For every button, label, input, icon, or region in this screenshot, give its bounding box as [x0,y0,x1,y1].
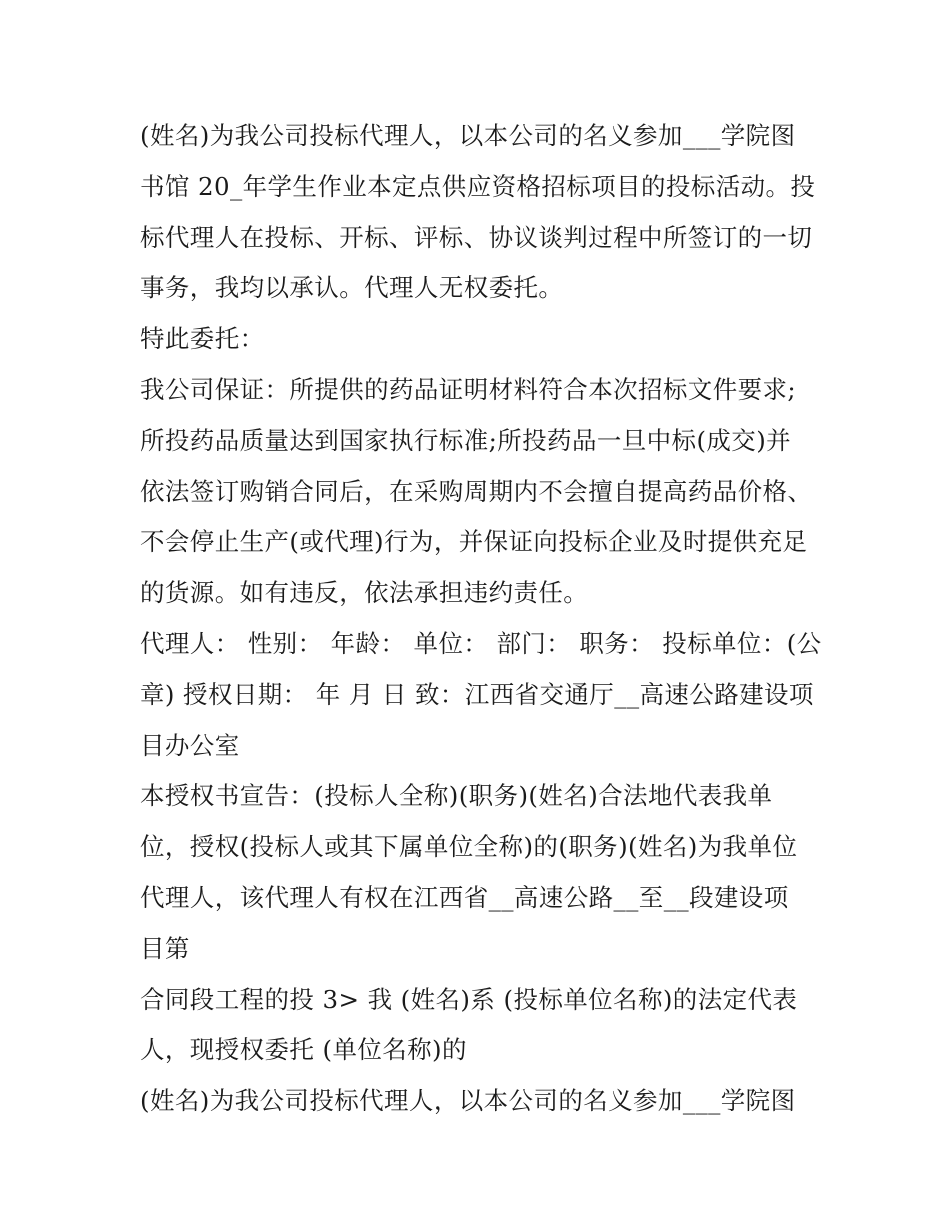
text-line: 本授权书宣告：(投标人全称)(职务)(姓名)合法地代表我单 [140,781,773,811]
text-line: 的货源。如有违反，依法承担违约责任。 [140,578,589,608]
text-line: 依法签订购销合同后，在采购周期内不会擅自提高药品价格、 [140,476,813,506]
text-line: 章) 授权日期： 年 月 日 致：江西省交通厅__高速公路建设项 [140,679,814,709]
text-line: 不会停止生产(或代理)行为，并保证向投标企业及时提供充足 [140,527,808,557]
text-line: 目第 [140,933,190,963]
text-line: 标代理人在投标、开标、评标、协议谈判过程中所签订的一切 [140,222,813,252]
text-line: (姓名)为我公司投标代理人，以本公司的名义参加___学院图 [140,121,796,150]
text-line: 目办公室 [140,730,240,760]
document-body [140,111,820,1127]
text-line: 书馆 20_年学生作业本定点供应资格招标项目的投标活动。投 [140,171,816,201]
text-line: 所投药品质量达到国家执行标准;所投药品一旦中标(成交)并 [140,425,792,455]
text-line: 人，现授权委托 (单位名称)的 [140,1035,467,1065]
text-line: 位，授权(投标人或其下属单位全称)的(职务)(姓名)为我单位 [140,832,798,862]
text-line: 代理人： 性别： 年龄： 单位： 部门： 职务： 投标单位：(公 [140,628,822,658]
text-line: 代理人，该代理人有权在江西省__高速公路__至__段建设项 [140,882,789,912]
text-line: (姓名)为我公司投标代理人，以本公司的名义参加___学院图 [140,1086,796,1116]
text-line: 事务，我均以承认。代理人无权委托。 [140,273,564,303]
text-line: 合同段工程的投 3> 我 (姓名)系 (投标单位名称)的法定代表 [140,984,798,1014]
text-line: 特此委托： [140,324,265,354]
text-line: 我公司保证：所提供的药品证明材料符合本次招标文件要求; [140,374,797,404]
